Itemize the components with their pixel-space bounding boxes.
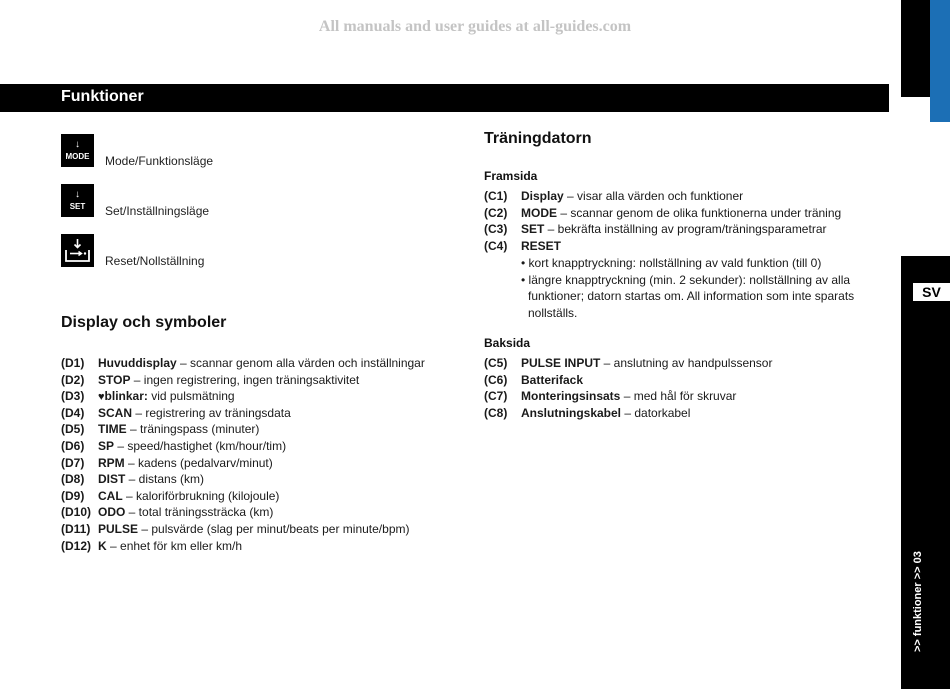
page-edge-tab-black: [901, 0, 930, 97]
list-item: nollställs.: [528, 305, 578, 320]
back-heading: Baksida: [484, 336, 531, 350]
watermark: All manuals and user guides at all-guides.com: [318, 18, 632, 35]
list-item: • längre knapptryckning (min. 2 sekunder): nollställning av alla: [521, 272, 851, 287]
reset-button-icon: [61, 234, 94, 267]
page-title: Funktioner: [61, 88, 144, 105]
computer-heading: Träningdatorn: [484, 130, 592, 147]
page-edge-tab-blue: [930, 0, 950, 122]
mode-button-label: Mode/Funktionsläge: [105, 154, 214, 168]
down-arrow-icon: ↓: [75, 188, 80, 200]
set-button-label: Set/Inställningsläge: [105, 204, 210, 218]
reset-details: [521, 255, 854, 321]
reset-button-legend: [61, 234, 301, 268]
side-caption: >> funktioner >> 03: [912, 551, 924, 652]
list-item: funktioner; datorn startas om. All information som inte sparats: [528, 289, 855, 304]
language-badge: SV: [913, 283, 950, 301]
set-button-legend: [61, 184, 301, 218]
front-heading: Framsida: [484, 169, 538, 183]
reset-symbol-icon: [61, 234, 94, 267]
down-arrow-icon: ↓: [75, 138, 80, 150]
side-strip: [901, 256, 950, 689]
title-bar: [0, 84, 889, 112]
heart-icon: ♥: [98, 391, 105, 404]
set-button-icon: ↓ SET: [61, 184, 94, 217]
list-item: • kort knapptryckning: nollställning av vald funktion (till 0): [521, 256, 822, 270]
mode-button-legend: [61, 134, 301, 168]
display-heading: Display och symboler: [61, 314, 227, 331]
reset-button-label: Reset/Nollställning: [105, 254, 205, 268]
mode-button-icon: ↓ MODE: [61, 134, 94, 167]
